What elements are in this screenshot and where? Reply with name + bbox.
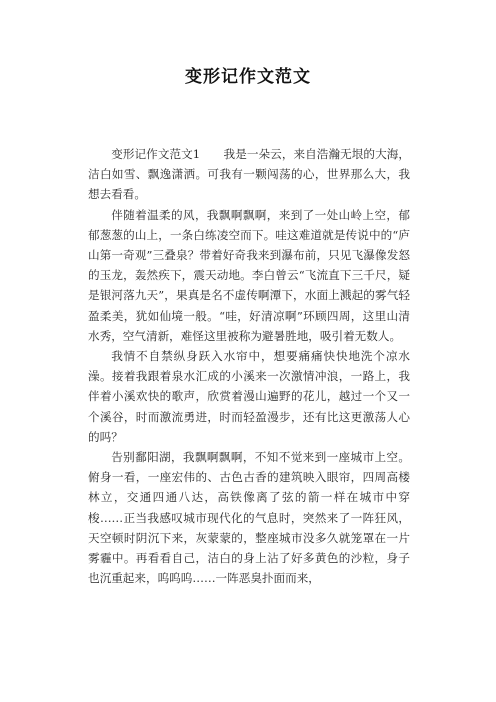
paragraph-2: 伴随着温柔的风，我飘啊飘啊，来到了一处山岭上空，郁郁葱葱的山上，一条白练凌空而下。哇这难道就是传说中的“庐山第一奇观”三叠泉？带着好奇我来到瀑布前，只见飞瀑像发怒的玉龙，轰然疾下，震天动地。李白曾云“飞流直下三千尺，疑是银河落九天”，果真是名不虚传啊潭下，水面上溅起的雾气轻盈柔美，犹如仙境一般。“哇，好清凉啊”环顾四周，这里山清水秀，空气清新，难怪这里被称为避暑胜地，吸引着无数人。 bbox=[88, 207, 410, 343]
paragraph-3: 我情不自禁纵身跃入水帘中，想要痛痛快快地洗个凉水澡。接着我跟着泉水汇成的小溪来一次激情冲浪，一路上，我伴着小溪欢快的歌声，欣赏着漫山遍野的花儿，越过一个又一个溪谷，时而激流勇进，时而轻盈漫步，还有比这更激荡人心的吗？ bbox=[88, 349, 410, 444]
paragraph-1: 变形记作文范文1 我是一朵云，来自浩瀚无垠的大海，洁白如雪、飘逸潇洒。可我有一颗闯荡的心，世界那么大，我想去看看。 bbox=[88, 147, 410, 202]
article-body bbox=[88, 144, 410, 588]
page-title: 变形记作文范文 bbox=[185, 67, 311, 87]
paragraph-4: 告别鄱阳湖，我飘啊飘啊，不知不觉来到一座城市上空。俯身一看，一座宏伟的、古色古香的建筑映入眼帘，四周高楼林立，交通四通八达，高铁像离了弦的箭一样在城市中穿梭……正当我感叹城市现代化的气息时，突然来了一阵狂风，天空顿时阴沉下来，灰蒙蒙的，整座城市没多久就笼罩在一片雾霾中。再看看自己，洁白的身上沾了好多黄色的沙粒，身子也沉重起来，呜呜呜……一阵恶臭扑面而来， bbox=[88, 450, 410, 586]
